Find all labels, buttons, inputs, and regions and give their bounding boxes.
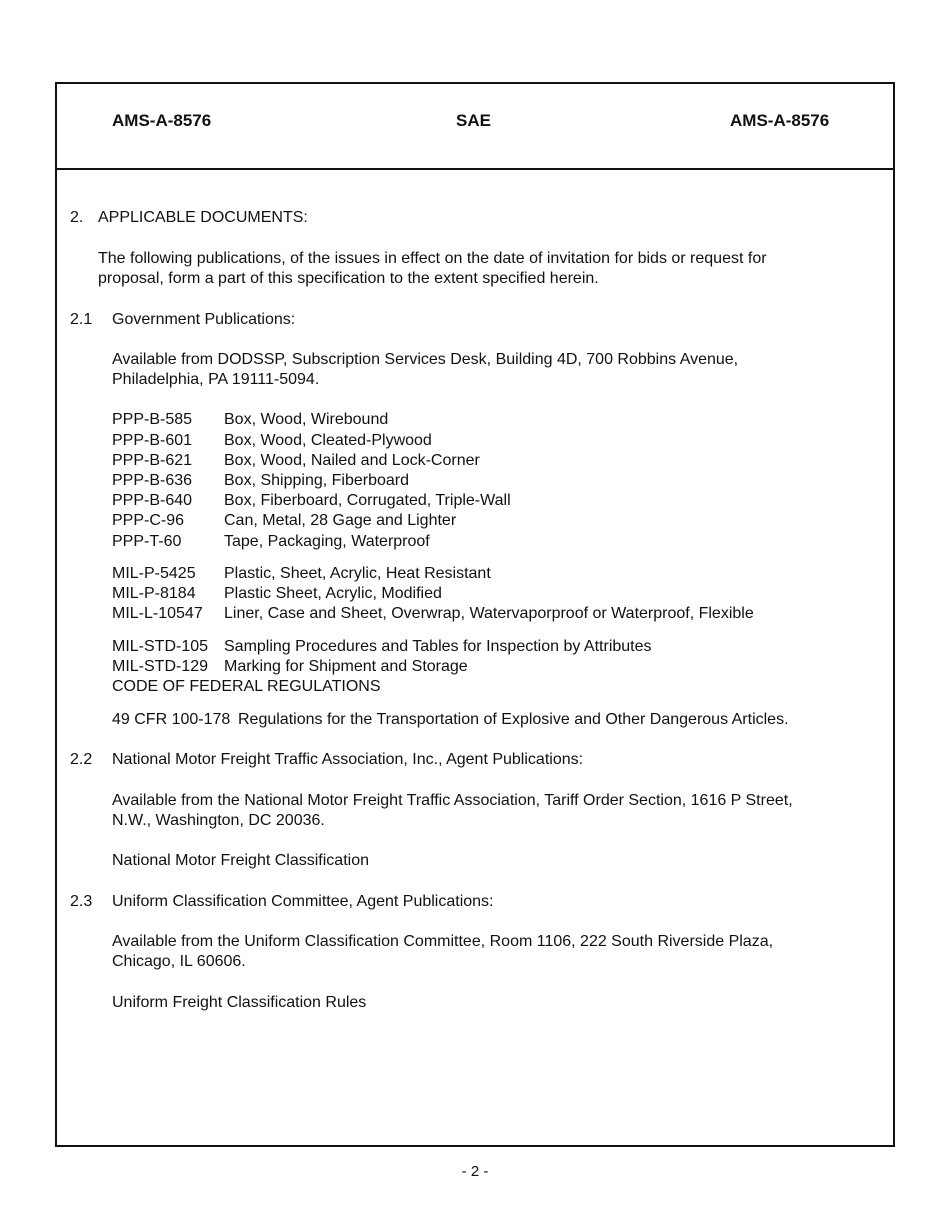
standard-code: MIL-STD-129 [112,658,209,675]
section-2-3-title: Uniform Classification Committee, Agent Publications: [112,893,494,910]
spec-title: Box, Wood, Wirebound [224,411,389,428]
cfr-code: 49 CFR 100-178 [112,711,231,728]
spec-code: MIL-P-8184 [112,585,196,602]
section-2-1-avail-line1: Available from DODSSP, Subscription Services Desk, Building 4D, 700 Robbins Avenue, [112,351,739,368]
spec-title: Can, Metal, 28 Gage and Lighter [224,512,457,529]
section-2-number: 2. [70,209,84,226]
section-2-title: APPLICABLE DOCUMENTS: [98,209,308,226]
page-number: - 2 - [461,1163,489,1180]
header-publisher: SAE [456,111,491,130]
section-2-2-document: National Motor Freight Classification [112,852,369,869]
section-2-3-number: 2.3 [70,893,93,910]
section-2-1-avail-line2: Philadelphia, PA 19111-5094. [112,371,320,388]
standard-title: Sampling Procedures and Tables for Inspection by Attributes [224,638,652,655]
standard-code: MIL-STD-105 [112,638,209,655]
cfr-heading: CODE OF FEDERAL REGULATIONS [112,678,381,695]
spec-title: Plastic Sheet, Acrylic, Modified [224,585,442,602]
spec-code: PPP-C-96 [112,512,185,529]
section-2-2-avail-line2: N.W., Washington, DC 20036. [112,812,325,829]
section-2-2-number: 2.2 [70,751,93,768]
section-2-2-avail-line1: Available from the National Motor Freight Traffic Association, Tariff Order Section, 1616 P Street, [112,792,793,809]
section-2-1-number: 2.1 [70,311,93,328]
spec-title: Box, Shipping, Fiberboard [224,472,409,489]
spec-code: PPP-B-636 [112,472,193,489]
spec-title: Plastic, Sheet, Acrylic, Heat Resistant [224,565,491,582]
document-header [57,84,893,170]
header-doc-id-right: AMS-A-8576 [730,111,830,130]
spec-title: Liner, Case and Sheet, Overwrap, Watervaporproof or Waterproof, Flexible [224,605,754,622]
section-2-1-title: Government Publications: [112,311,296,328]
spec-code: PPP-B-601 [112,432,193,449]
section-2-3-avail-line1: Available from the Uniform Classification Committee, Room 1106, 222 South Riverside Plaza, [112,933,774,950]
spec-title: Box, Wood, Nailed and Lock-Corner [224,452,480,469]
cfr-title: Regulations for the Transportation of Explosive and Other Dangerous Articles. [238,711,789,728]
spec-code: PPP-T-60 [112,533,182,550]
section-2-intro-line2: proposal, form a part of this specification to the extent specified herein. [98,270,599,287]
section-2-intro-line1: The following publications, of the issues in effect on the date of invitation for bids or request for [98,250,767,267]
spec-code: PPP-B-585 [112,411,193,428]
spec-code: MIL-L-10547 [112,605,203,622]
spec-code: MIL-P-5425 [112,565,196,582]
spec-code: PPP-B-621 [112,452,193,469]
spec-code: PPP-B-640 [112,492,193,509]
spec-title: Box, Fiberboard, Corrugated, Triple-Wall [224,492,511,509]
section-2-3-document: Uniform Freight Classification Rules [112,994,367,1011]
section-2-3-avail-line2: Chicago, IL 60606. [112,953,246,970]
spec-title: Tape, Packaging, Waterproof [224,533,430,550]
standard-title: Marking for Shipment and Storage [224,658,468,675]
header-doc-id-left: AMS-A-8576 [112,111,212,130]
spec-title: Box, Wood, Cleated-Plywood [224,432,432,449]
section-2-2-title: National Motor Freight Traffic Association, Inc., Agent Publications: [112,751,584,768]
